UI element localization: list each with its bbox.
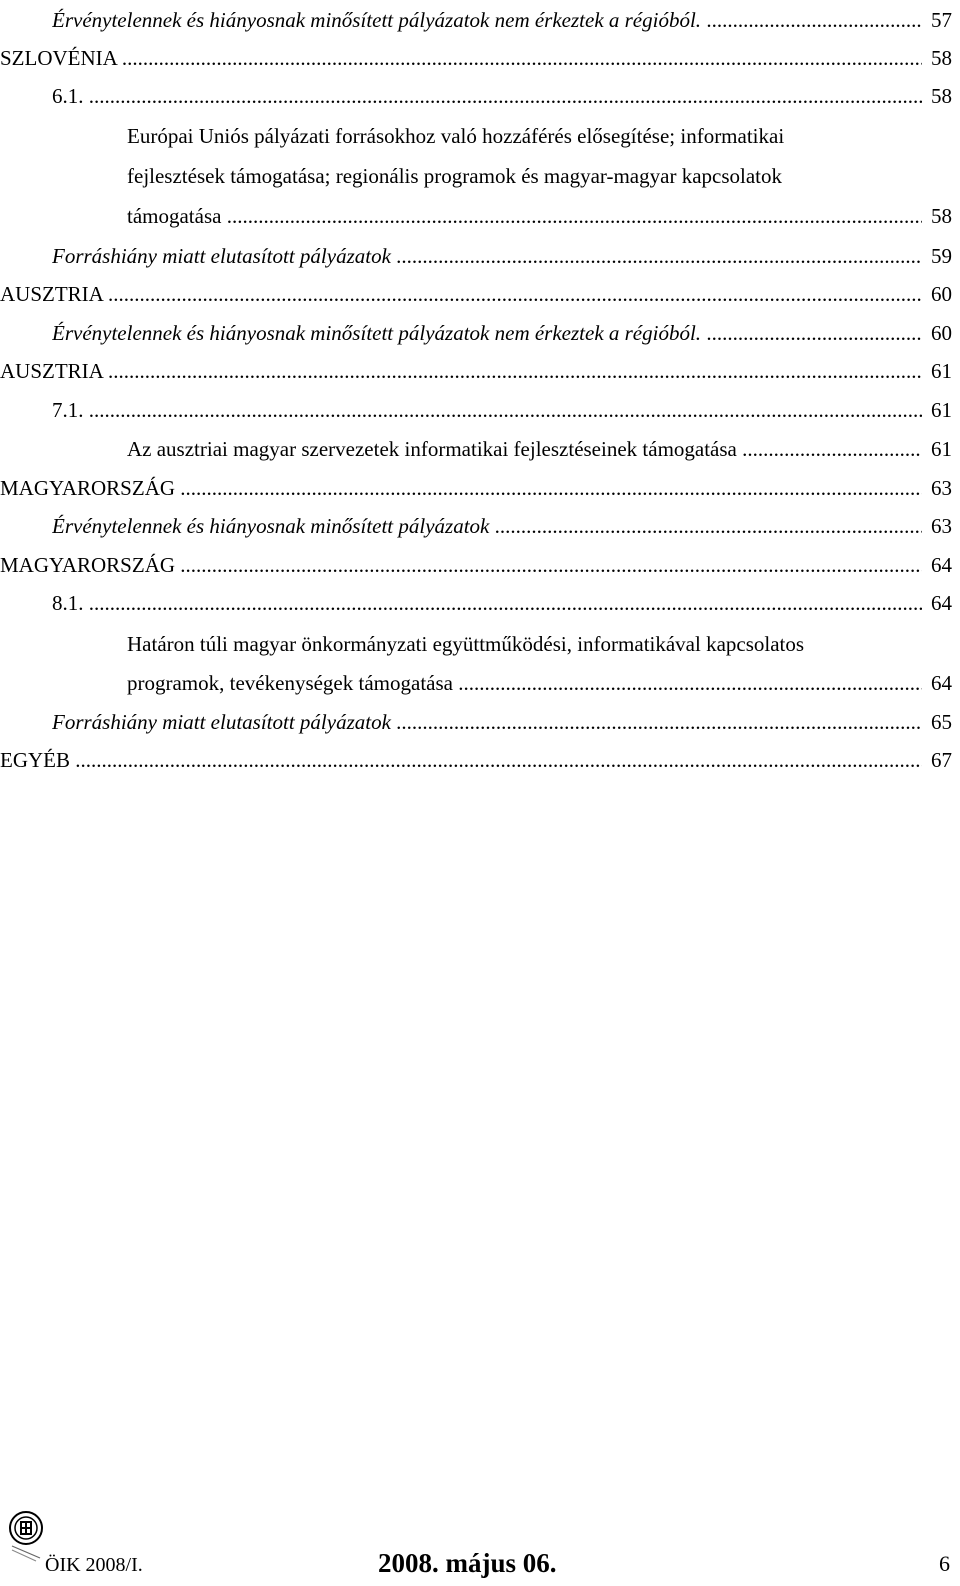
footer-document-id: ÖIK 2008/I. [45, 1554, 143, 1576]
toc-entry[interactable] [0, 468, 952, 508]
toc-entry-label: AUSZTRIA ..... [0, 359, 922, 383]
toc-entry-page: 61 [931, 359, 952, 383]
toc-entry-page: 58 [931, 84, 952, 108]
toc-entry-label: EGYÉB ..... [0, 748, 922, 772]
toc-entry-label: SZLOVÉNIA ..... [0, 46, 922, 70]
toc-entry-label-line: Európai Uniós pályázati forrásokhoz való hozzáférés elősegítése; informatikai [127, 124, 785, 148]
toc-entry-label: támogatása ..... [127, 204, 922, 228]
toc-entry[interactable] [0, 506, 952, 546]
toc-entry-label: Érvénytelennek és hiányosnak minősített pályázatok nem érkeztek a régióból. ..... [52, 8, 922, 32]
toc-entry-page: 60 [931, 321, 952, 345]
toc-entry[interactable] [0, 236, 952, 276]
toc-entry-page: 64 [931, 553, 952, 577]
toc-entry-label: Forráshiány miatt elutasított pályázatok ..... [52, 710, 922, 734]
toc-entry-page: 63 [931, 476, 952, 500]
toc-entry[interactable] [0, 390, 952, 430]
toc-entry-label: Érvénytelennek és hiányosnak minősített pályázatok nem érkeztek a régióból. ..... [52, 321, 922, 345]
toc-entry-page: 61 [931, 437, 952, 461]
toc-entry-label: programok, tevékenységek támogatása ..... [127, 671, 922, 695]
toc-entry[interactable] [0, 351, 952, 391]
toc-entry[interactable] [0, 583, 952, 623]
toc-entry-page: 58 [931, 46, 952, 70]
toc-entry-page: 67 [931, 748, 952, 772]
toc-entry-label: 6.1. ..... [52, 84, 922, 108]
footer-page-number: 6 [939, 1551, 950, 1576]
toc-entry[interactable] [0, 740, 952, 780]
toc-entry[interactable] [0, 702, 952, 742]
toc-entry-page: 63 [931, 514, 952, 538]
toc-entry[interactable] [0, 274, 952, 314]
toc-entry[interactable] [0, 38, 952, 78]
toc-entry[interactable] [0, 429, 952, 469]
toc-entry[interactable] [0, 663, 952, 703]
toc-entry-label: MAGYARORSZÁG ..... [0, 476, 922, 500]
toc-entry-page: 65 [931, 710, 952, 734]
toc-entry-label: Forráshiány miatt elutasított pályázatok ..... [52, 244, 922, 268]
toc-entry-page: 58 [931, 204, 952, 228]
toc-entry-page: 61 [931, 398, 952, 422]
toc-entry-page: 59 [931, 244, 952, 268]
seal-logo-icon [8, 1510, 44, 1562]
toc-entry-page: 64 [931, 591, 952, 615]
toc-entry-label: 8.1. ..... [52, 591, 922, 615]
toc-entry-label-line: Határon túli magyar önkormányzati együttműködési, informatikával kapcsolatos [127, 632, 805, 656]
toc-entry-label: Az ausztriai magyar szervezetek informatikai fejlesztéseinek támogatása ..... [127, 437, 922, 461]
toc-entry-label: 7.1. ..... [52, 398, 922, 422]
toc-entry-label-line: fejlesztések támogatása; regionális programok és magyar-magyar kapcsolatok [127, 164, 782, 188]
toc-entry-page: 57 [931, 8, 952, 32]
toc-entry[interactable] [0, 76, 952, 116]
footer-date: 2008. május 06. [378, 1548, 557, 1578]
page-footer [0, 1508, 960, 1586]
toc-entry-page: 60 [931, 282, 952, 306]
toc-entry[interactable] [0, 196, 952, 236]
toc-entry[interactable] [0, 313, 952, 353]
toc-entry[interactable] [0, 545, 952, 585]
toc-entry-page: 64 [931, 671, 952, 695]
toc-entry[interactable] [0, 0, 952, 40]
toc-entry-label: Érvénytelennek és hiányosnak minősített pályázatok ..... [52, 514, 922, 538]
toc-entry-label: MAGYARORSZÁG ..... [0, 553, 922, 577]
toc-entry-label: AUSZTRIA ..... [0, 282, 922, 306]
